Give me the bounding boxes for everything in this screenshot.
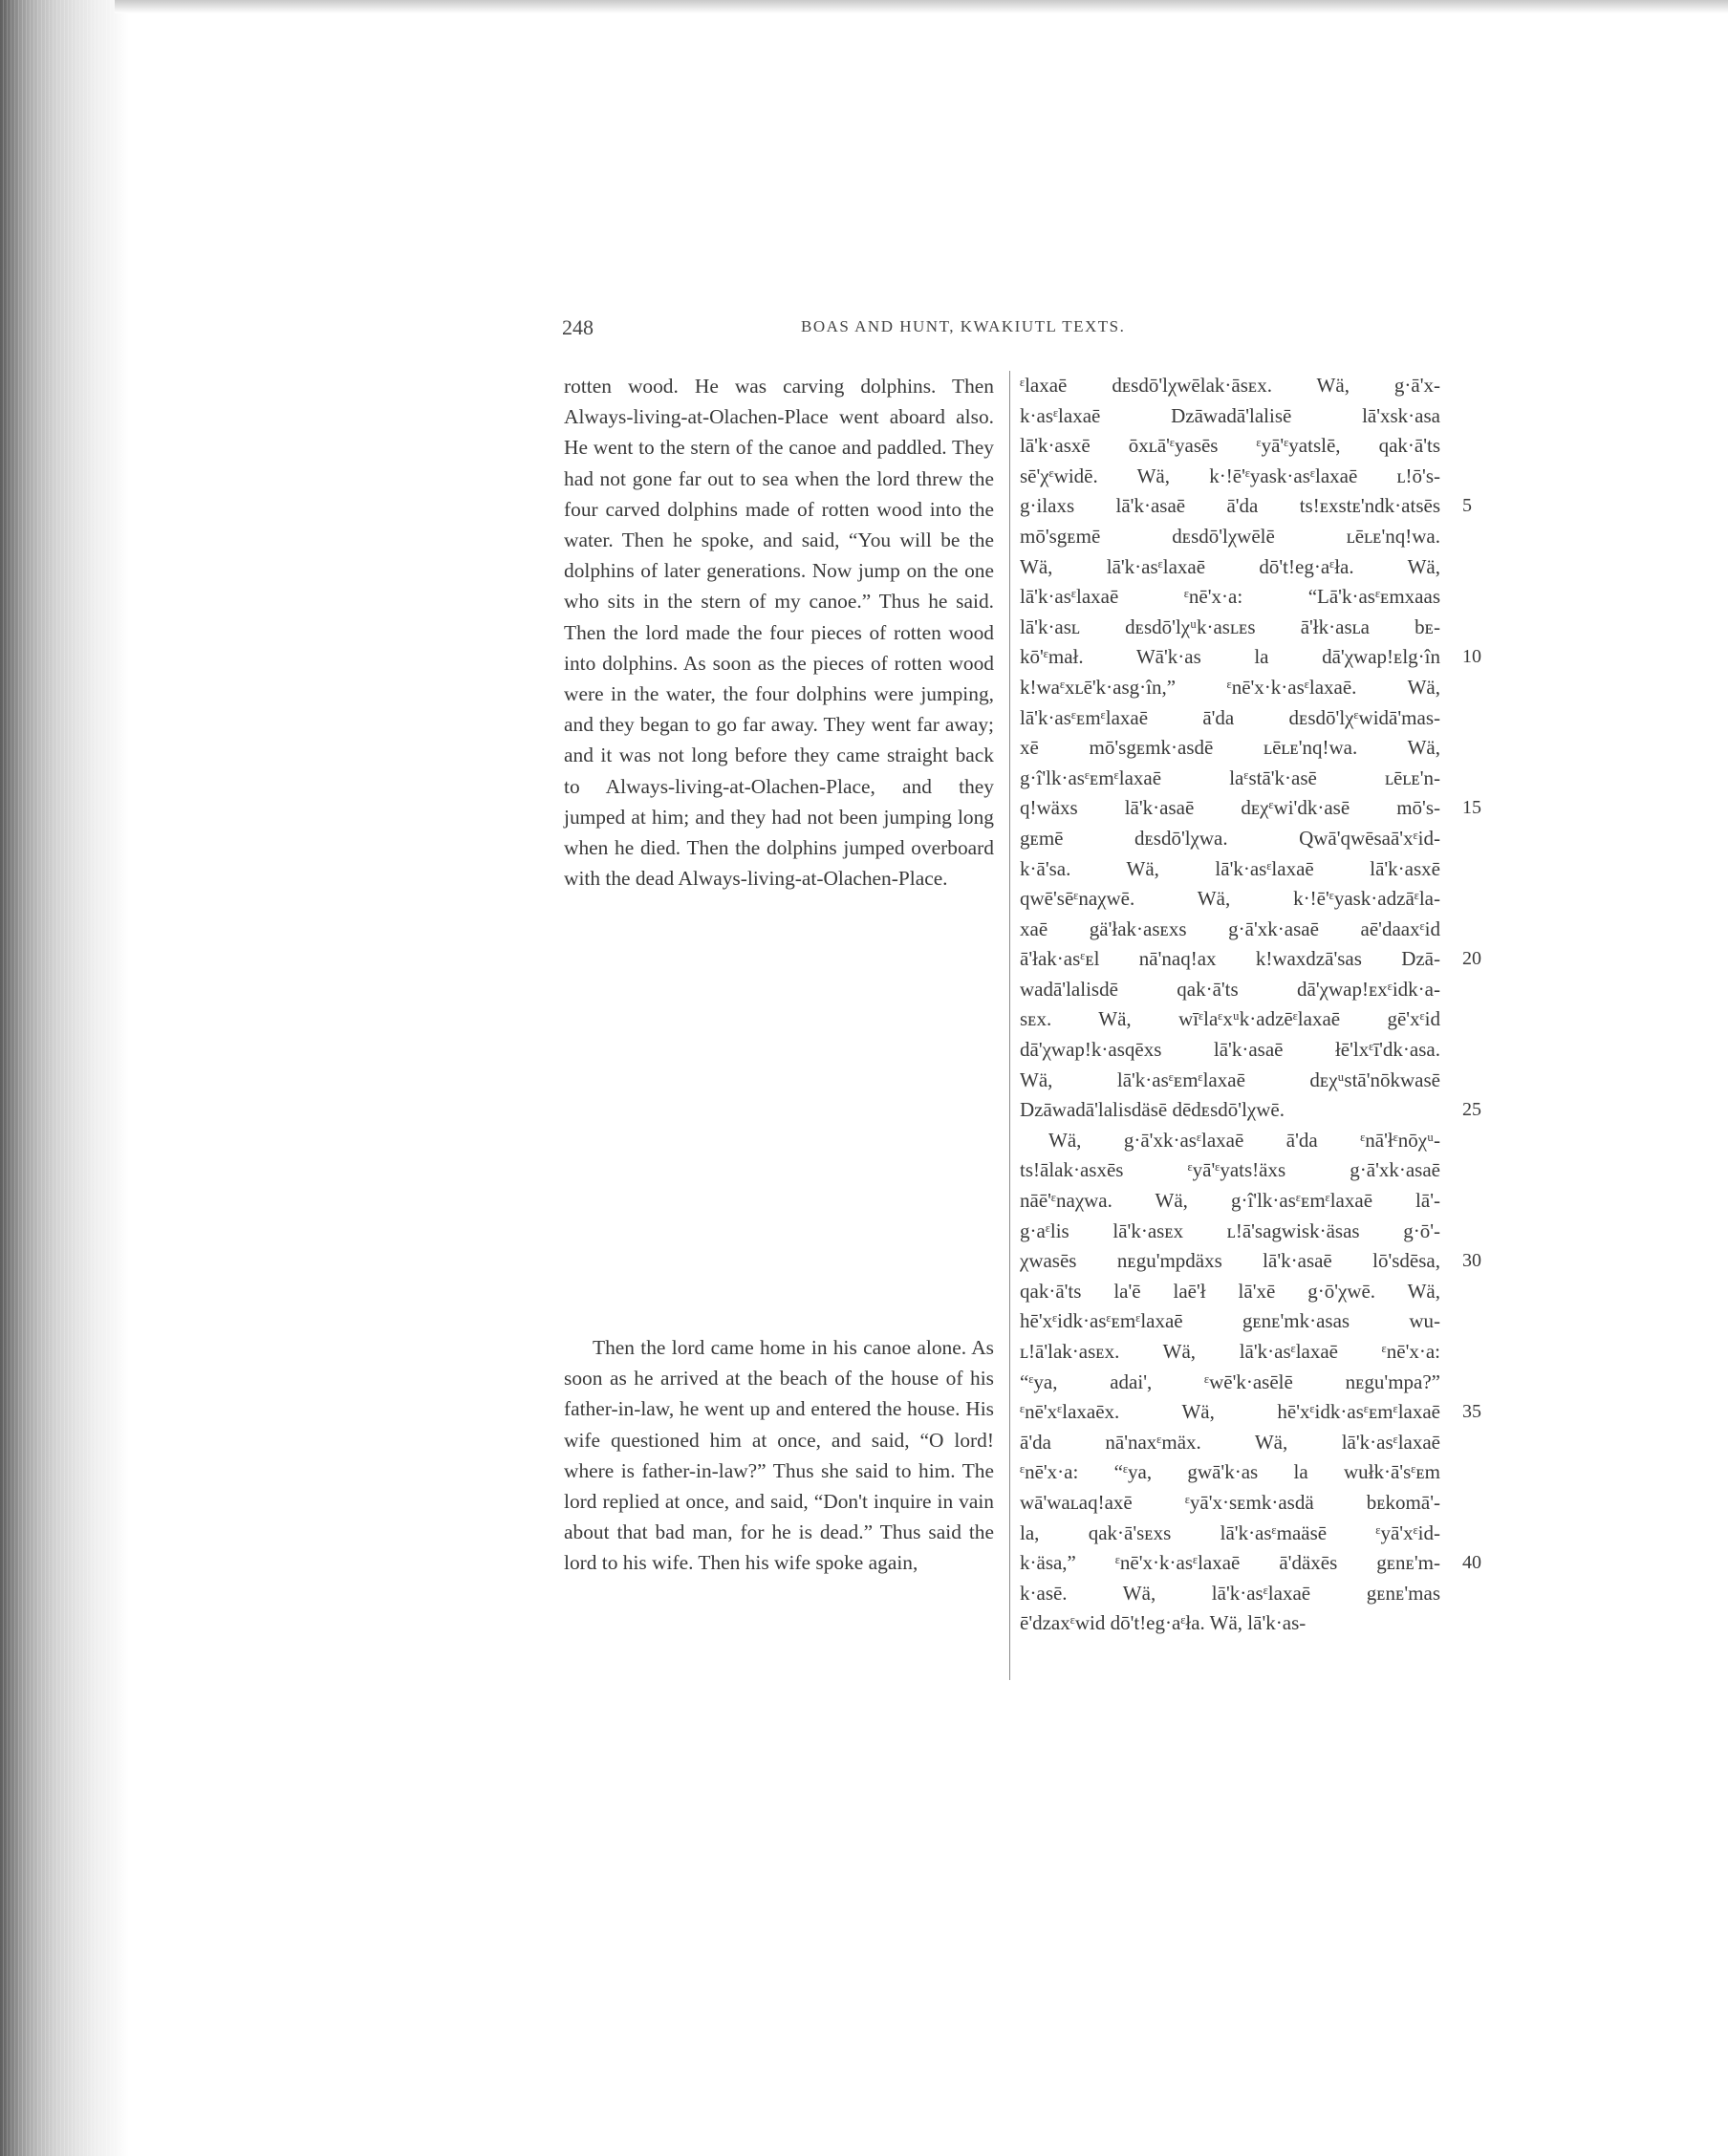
text-line: k·äsa,” ᵋnē'x·k·asᵋlaxaē ā'däxēs gᴇnᴇ'm- (1020, 1551, 1440, 1575)
text-line: gᴇmē dᴇsdō'lχwa. Qwā'qwēsaā'xᵋid- (1020, 826, 1440, 850)
text-line: lā'k·asxē ōxʟā'ᵋyasēs ᵋyā'ᵋyatslē, qak·ā'ts (1020, 434, 1440, 458)
text-line: ᵋlaxaē dᴇsdō'lχwēlak·āsᴇx. Wä, g·ā'x- (1020, 374, 1440, 397)
text-line: wadā'lalisdē qak·ā'ts dā'χwap!ᴇxᵋidk·a- (1020, 977, 1440, 1001)
line-number: 5 (1462, 495, 1472, 517)
text-line: Wä, lā'k·asᵋlaxaē dō't!eg·aᵋła. Wä, (1020, 554, 1440, 578)
running-head: BOAS AND HUNT, KWAKIUTL TEXTS. (801, 317, 1126, 335)
text-line: Dzāwadā'lalisdäsē dēdᴇsdō'lχwē. (1020, 1098, 1285, 1122)
text-line: xē mō'sgᴇmk·asdē ʟēʟᴇ'nq!wa. Wä, (1020, 736, 1440, 760)
column-divider (1009, 371, 1010, 1680)
text-line: “ᵋya, adai', ᵋwē'k·asēlē nᴇgu'mpa?” (1020, 1369, 1440, 1393)
line-number: 20 (1462, 948, 1481, 970)
line-number: 30 (1462, 1250, 1481, 1272)
line-number: 15 (1462, 797, 1481, 819)
text-line: sē'χᵋwidē. Wä, k·!ē'ᵋyask·asᵋlaxaē ʟ!ō's- (1020, 464, 1440, 487)
text-line: mō'sgᴇmē dᴇsdō'lχwēlē ʟēʟᴇ'nq!wa. (1020, 524, 1440, 548)
text-line: kō'ᵋmał. Wā'k·as la dā'χwap!ᴇlg·în (1020, 645, 1440, 669)
text-line: xaē gä'łak·asᴇxs g·ā'xk·asaē aē'daaxᵋid (1020, 916, 1440, 940)
line-number: 40 (1462, 1552, 1481, 1574)
kwakiutl-text-column (1020, 371, 1440, 1639)
text-line: ᵋnē'x·a: “ᵋya, gwā'k·as la wułk·ā'sᵋᴇm (1020, 1460, 1440, 1484)
top-shadow (115, 0, 1728, 13)
text-line: lā'k·asʟ dᴇsdō'lχᵘk·asʟᴇs ā'łk·asʟa bᴇ- (1020, 614, 1440, 638)
text-line: Wä, lā'k·asᵋᴇmᵋlaxaē dᴇχᵘstā'nōkwasē (1020, 1067, 1440, 1091)
line-number: 25 (1462, 1099, 1481, 1121)
text-line: lā'k·asᵋᴇmᵋlaxaē ā'da dᴇsdō'lχᵋwidā'mas- (1020, 705, 1440, 729)
paragraph: Then the lord came home in his canoe alone. As soon as he arrived at the beach of the house of his father-in-law, he went up and entered the house. His wife questioned him at once, and said, “O lord! where is father-in-law?” Thus she said to him. The lord replied at once, and said, “Don't inquire in vain about that bad man, for he is dead.” Thus said the lord to his wife. Then his wife spoke again, (564, 1336, 994, 1575)
text-line: la, qak·ā'sᴇxs lā'k·asᵋmaäsē ᵋyā'xᵋid- (1020, 1520, 1440, 1544)
text-line: ā'da nā'naxᵋmäx. Wä, lā'k·asᵋlaxaē (1020, 1430, 1440, 1454)
text-line: g·î'lk·asᵋᴇmᵋlaxaē laᵋstā'k·asē ʟēʟᴇ'n- (1020, 765, 1440, 789)
text-line: wā'waʟaq!axē ᵋyā'x·sᴇmk·asdä bᴇkomā'- (1020, 1490, 1440, 1514)
text-line: sᴇx. Wä, wīᵋlaᵋxᵘk·adzēᵋlaxaē gē'xᵋid (1020, 1007, 1440, 1031)
text-line: k·asē. Wä, lā'k·asᵋlaxaē gᴇnᴇ'mas (1020, 1581, 1440, 1605)
book-edge-texture (0, 0, 124, 2156)
text-line: χwasēs nᴇgu'mpdäxs lā'k·asaē lō'sdēsa, (1020, 1249, 1440, 1273)
text-line: nāē'ᵋnaχwa. Wä, g·î'lk·asᵋᴇmᵋlaxaē lā'- (1020, 1189, 1440, 1213)
text-line: g·ilaxs lā'k·asaē ā'da ts!ᴇxstᴇ'ndk·atsēs (1020, 494, 1440, 518)
line-number: 35 (1462, 1401, 1481, 1423)
text-line: ᵋnē'xᵋlaxaēx. Wä, hē'xᵋidk·asᵋᴇmᵋlaxaē (1020, 1400, 1440, 1424)
text-line: lā'k·asᵋlaxaē ᵋnē'x·a: “Lā'k·asᵋᴇmxaas (1020, 585, 1440, 609)
paragraph: rotten wood. He was carving dolphins. Then Always-living-at-Olachen-Place went aboard also. He went to the stern of the canoe and paddled. They had not gone far out to sea when the lord threw the four carved dolphins made of rotten wood into the water. Then he spoke, and said, “You will be the dolphins of later generations. Now jump on the one who sits in the stern of my canoe.” Thus he said. Then the lord made the four pieces of rotten wood into dolphins. As soon as the pieces of rotten wood were in the water, the four dolphins were jumping, and they began to go far away. They went far away; and it was not long before they came straight back to Always-living-at-Olachen-Place, and they jumped at him; and they had not been jumping long when he died. Then the dolphins jumped overboard with the dead Always-living-at-Olachen-Place. (564, 375, 994, 891)
text-line: g·aᵋlis lā'k·asᴇx ʟ!ā'sagwisk·äsas g·ō'- (1020, 1218, 1440, 1242)
text-line: hē'xᵋidk·asᵋᴇmᵋlaxaē gᴇnᴇ'mk·asas wu- (1020, 1309, 1440, 1333)
page-header (562, 315, 1460, 344)
text-line: ē'dzaxᵋwid dō't!eg·aᵋła. Wä, lā'k·as- (1020, 1611, 1307, 1635)
text-line: dā'χwap!k·asqēxs lā'k·asaē łē'lxᵋī'dk·asa. (1020, 1038, 1440, 1062)
text-line: q!wäxs lā'k·asaē dᴇχᵋwi'dk·asē mō's- (1020, 796, 1440, 820)
text-line: Wä, g·ā'xk·asᵋlaxaē ā'da ᵋnā'łᵋnōχᵘ- (1048, 1128, 1440, 1152)
text-line: ts!ālak·asxēs ᵋyā'ᵋyats!äxs g·ā'xk·asaē (1020, 1158, 1440, 1182)
text-line: ʟ!ā'lak·asᴇx. Wä, lā'k·asᵋlaxaē ᵋnē'x·a: (1020, 1340, 1440, 1363)
text-line: qak·ā'ts la'ē laē'ł lā'xē g·ō'χwē. Wä, (1020, 1279, 1440, 1303)
text-line: k·asᵋlaxaē Dzāwadā'lalisē lā'xsk·asa (1020, 403, 1440, 427)
text-line: ā'łak·asᵋᴇl nā'naq!ax k!waxdzā'sas Dzā- (1020, 947, 1440, 971)
page-number: 248 (562, 315, 594, 339)
text-line: k!waᵋxʟē'k·asg·în,” ᵋnē'x·k·asᵋlaxaē. Wä, (1020, 675, 1440, 699)
line-number: 10 (1462, 646, 1481, 668)
text-line: qwē'sēᵋnaχwē. Wä, k·!ē'ᵋyask·adzāᵋla- (1020, 887, 1440, 911)
text-line: k·ā'sa. Wä, lā'k·asᵋlaxaē lā'k·asxē (1020, 856, 1440, 880)
